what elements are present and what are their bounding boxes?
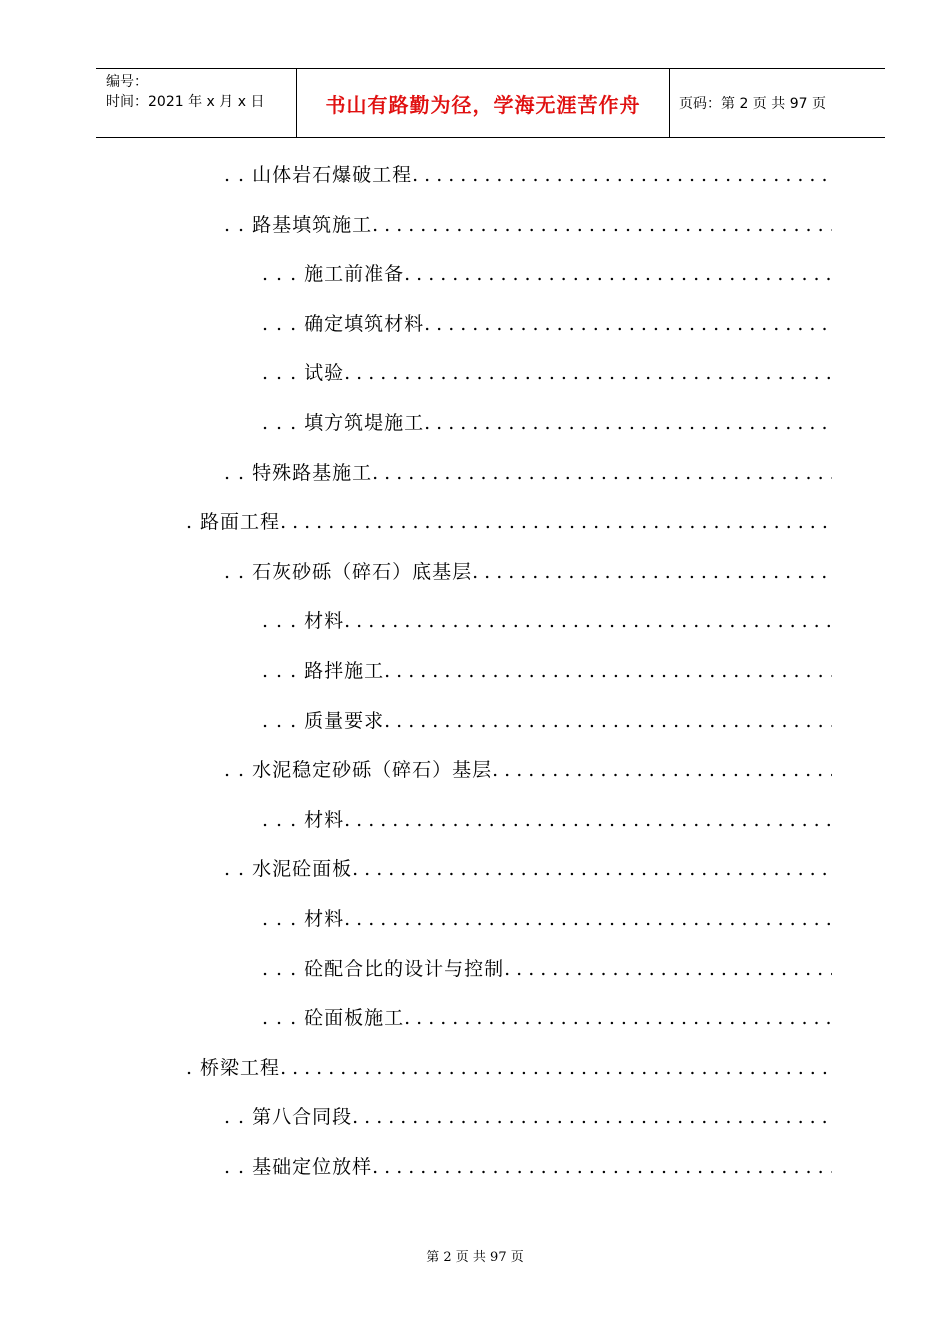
page-label: 页码：第 2 页 共 97 页 <box>679 96 826 112</box>
toc-entry-title: 砼配合比的设计与控制 <box>304 957 505 980</box>
toc-entry-title: 确定填筑材料 <box>304 312 425 335</box>
toc-entry-number: .. <box>224 461 253 484</box>
page-header <box>96 68 885 138</box>
toc-entry-number: ... <box>262 660 305 682</box>
toc-dot-leader <box>472 557 832 587</box>
toc-entry-title: 材料 <box>304 808 345 831</box>
page-footer <box>0 1246 950 1265</box>
toc-entry[interactable] <box>262 259 832 289</box>
toc-entry-number: .. <box>224 560 253 583</box>
toc-entry-number: ... <box>262 312 305 335</box>
toc-entry[interactable] <box>262 309 832 339</box>
toc-dot-leader <box>352 1102 832 1132</box>
toc-entry-title: 材料 <box>304 610 345 633</box>
toc-entry-number: .. <box>224 759 253 782</box>
toc-dot-leader <box>412 160 832 190</box>
toc-entry[interactable] <box>224 854 832 884</box>
toc-entry[interactable] <box>224 1102 832 1132</box>
toc-entry[interactable] <box>224 1152 832 1182</box>
toc-entry-title: 质量要求 <box>304 709 385 732</box>
toc-entry-number: .. <box>224 1106 253 1129</box>
toc-entry[interactable] <box>262 408 832 438</box>
toc-dot-leader <box>492 755 832 785</box>
motto-text: 书山有路勤为径，学海无涯苦作舟 <box>325 92 641 117</box>
toc-entry-number: ... <box>262 1007 305 1030</box>
toc-dot-leader <box>344 606 832 636</box>
toc-entry-title: 路面工程 <box>200 511 281 534</box>
toc-entry-title: 路基填筑施工 <box>252 213 373 236</box>
footer-page-number: 第 2 页 共 97 页 <box>426 1250 524 1265</box>
time-label: 时间：2021 年 x 月 x 日 <box>106 94 265 110</box>
toc-dot-leader <box>344 805 832 835</box>
toc-dot-leader <box>384 656 832 686</box>
toc-entry[interactable] <box>186 507 832 537</box>
toc-entry-number: ... <box>262 263 305 286</box>
toc-dot-leader <box>404 259 832 289</box>
toc-entry-number: ... <box>262 610 305 633</box>
toc-entry[interactable] <box>262 606 832 636</box>
toc-entry-number: .. <box>224 858 253 881</box>
toc-entry[interactable] <box>262 805 832 835</box>
toc-entry-number: . <box>186 511 201 534</box>
toc-entry[interactable] <box>224 755 832 785</box>
toc-entry-title: 材料 <box>304 908 345 930</box>
toc-entry[interactable] <box>224 557 832 587</box>
toc-entry[interactable] <box>262 706 832 736</box>
toc-dot-leader <box>280 507 832 537</box>
toc-entry-title: 填方筑堤施工 <box>304 412 425 434</box>
toc-entry[interactable] <box>224 458 832 488</box>
toc-dot-leader <box>280 1053 832 1083</box>
toc-dot-leader <box>504 954 832 984</box>
toc-entry-title: 水泥砼面板 <box>252 858 353 881</box>
toc-entry-title: 试验 <box>304 362 345 385</box>
toc-entry-number: ... <box>262 808 305 831</box>
toc-dot-leader <box>372 458 832 488</box>
toc-entry[interactable] <box>262 904 832 934</box>
toc-entry-number: ... <box>262 957 305 980</box>
toc-entry[interactable] <box>224 210 832 240</box>
toc-entry[interactable] <box>186 1053 832 1083</box>
toc-dot-leader <box>424 309 832 339</box>
toc-dot-leader <box>404 1003 832 1033</box>
toc-dot-leader <box>372 210 832 240</box>
toc-entry-number: ... <box>262 709 305 732</box>
header-page-cell <box>669 69 885 137</box>
toc-entry-title: 路拌施工 <box>304 660 385 682</box>
toc-entry-title: 水泥稳定砂砾（碎石）基层 <box>252 759 493 782</box>
toc-entry-number: .. <box>224 164 253 186</box>
toc-dot-leader <box>384 706 832 736</box>
toc-entry[interactable] <box>262 954 832 984</box>
toc-entry-title: 砼面板施工 <box>304 1007 405 1030</box>
toc-entry-number: ... <box>262 362 305 385</box>
toc-entry-title: 施工前准备 <box>304 263 405 286</box>
toc-entry[interactable] <box>262 656 832 686</box>
toc-entry-title: 石灰砂砾（碎石）底基层 <box>252 560 473 583</box>
id-label: 编号： <box>106 74 148 90</box>
toc-entry-title: 桥梁工程 <box>200 1056 281 1079</box>
toc-entry-title: 第八合同段 <box>252 1106 353 1129</box>
toc-entry-number: ... <box>262 908 305 930</box>
toc-entry-title: 基础定位放样 <box>252 1156 373 1178</box>
toc-dot-leader <box>424 408 832 438</box>
toc-dot-leader <box>352 854 832 884</box>
header-motto-cell <box>296 69 670 137</box>
toc-entry-title: 特殊路基施工 <box>252 461 373 484</box>
toc-entry-number: .. <box>224 213 253 236</box>
toc-entry-number: ... <box>262 412 305 434</box>
toc-entry-title: 山体岩石爆破工程 <box>252 164 413 186</box>
header-meta <box>96 69 296 137</box>
toc-entry[interactable] <box>262 1003 832 1033</box>
toc-dot-leader <box>344 358 832 388</box>
toc-entry-number: .. <box>224 1156 253 1178</box>
toc-entry[interactable] <box>224 160 832 190</box>
toc-entry-number: . <box>186 1056 201 1079</box>
toc-entry[interactable] <box>262 358 832 388</box>
toc-dot-leader <box>372 1152 832 1182</box>
toc-dot-leader <box>344 904 832 934</box>
